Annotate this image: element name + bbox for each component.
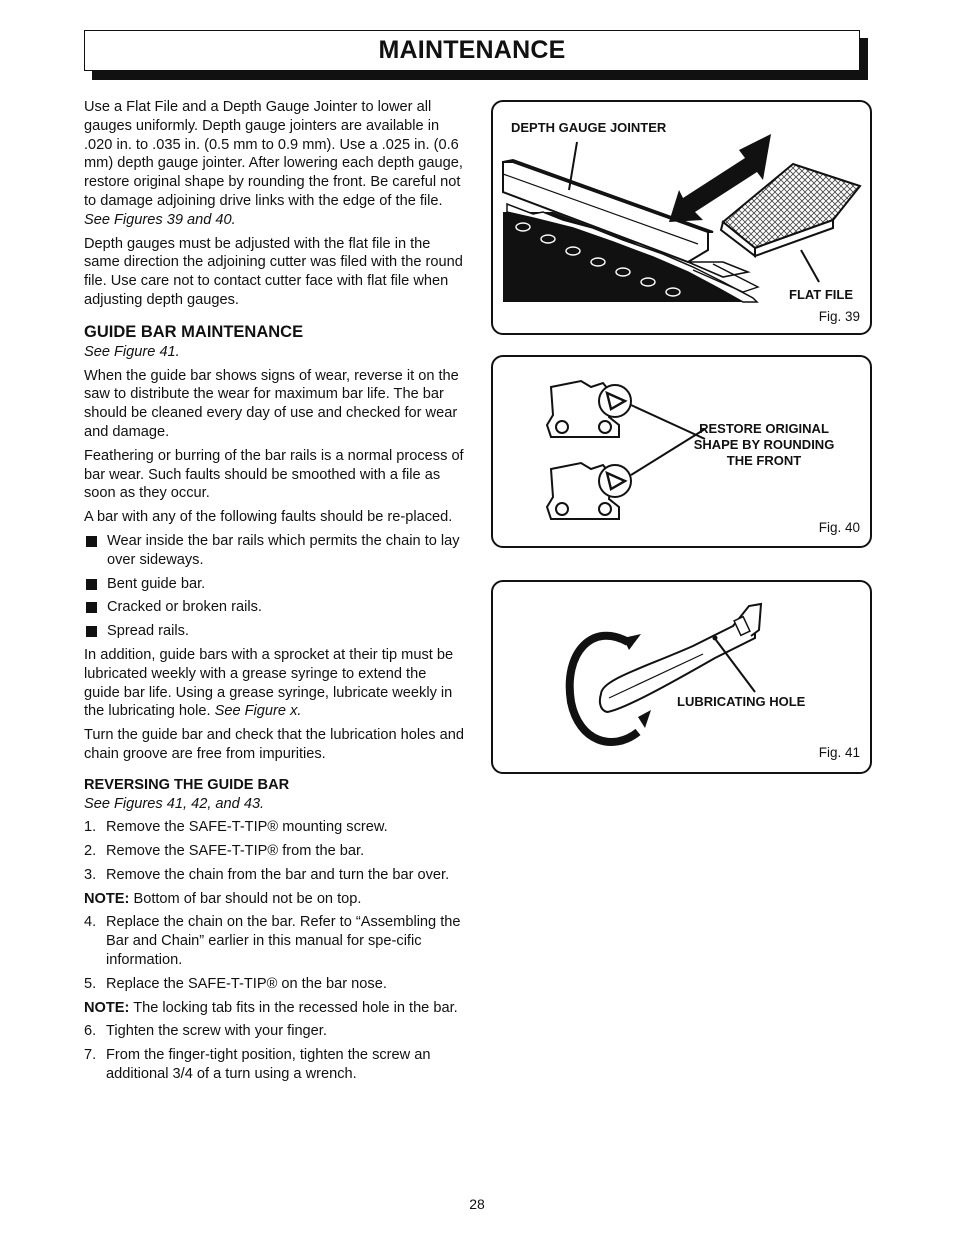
step-text: Remove the SAFE-T-TIP® mounting screw. [106,819,388,836]
bullet-square-icon [86,579,97,590]
reversing-heading: REVERSING THE GUIDE BAR [84,776,290,793]
step-item [84,1046,464,1084]
page-title: MAINTENANCE [378,36,566,64]
step-text: Remove the chain from the bar and turn the bar over. [106,866,450,883]
intro-paragraph-1 [84,98,464,230]
figure-40 [491,355,872,548]
title-banner [84,30,860,71]
step-number: 5. [84,975,97,992]
callout-line-1: RESTORE ORIGINAL [699,421,829,436]
fault-text: Cracked or broken rails. [107,599,262,616]
reversing-figure-ref: See Figures 41, 42, and 43. [84,795,265,812]
restore-shape-callout [689,421,839,469]
figure-39 [491,100,872,335]
step-text: Remove the SAFE-T-TIP® from the bar. [106,843,365,860]
step-number: 3. [84,866,97,883]
callout-line-3: THE FRONT [726,453,802,468]
fault-item [84,532,464,570]
flat-file-callout: FLAT FILE [789,287,854,302]
fault-item [84,575,464,594]
guide-paragraph-5: Turn the guide bar and check that the lubrication holes and chain groove are free from impurities. [84,727,464,762]
step-text: Tighten the screw with your finger. [106,1023,327,1040]
step-item [84,913,464,969]
step-item [84,975,464,994]
guide-p4-figure-ref: See Figure x. [214,703,302,720]
guide-figure-ref: See Figure 41. [84,343,180,360]
note-step-5 [84,999,464,1018]
step-text: From the finger-tight position, tighten the screw an additional 3/4 of a turn using a wrench. [106,1047,431,1083]
guide-paragraph-4 [84,646,464,721]
figure-40-label: Fig. 40 [818,520,860,535]
step-item [84,866,464,885]
depth-gauge-jointer-callout: DEPTH GAUGE JOINTER [511,120,667,135]
note-text: Bottom of bar should not be on top. [133,890,362,907]
step-number: 2. [84,843,97,860]
note-label: NOTE: [84,999,130,1016]
bullet-square-icon [86,602,97,613]
note-step-3 [84,890,464,909]
step-number: 1. [84,819,97,836]
step-item [84,1022,464,1041]
guide-paragraph-1: When the guide bar shows signs of wear, reverse it on the saw to distribute the wear for maximum bar life. The bar should be cleaned every day of use and checked for wear and damage. [84,367,459,440]
fault-text: Bent guide bar. [107,575,206,592]
lubricating-hole-callout: LUBRICATING HOLE [677,694,806,709]
step-number: 4. [84,914,97,931]
callout-line-2: SHAPE BY ROUNDING [693,437,835,452]
fault-item [84,622,464,641]
guide-paragraph-2: Feathering or burring of the bar rails is a normal process of bar wear. Such faults should be smoothed with a file as soon as they occur. [84,447,464,502]
note-label: NOTE: [84,890,130,907]
step-text: Replace the chain on the bar. Refer to “Assembling the Bar and Chain” earlier in this manual for spe-cific information. [106,914,461,969]
guide-bar-heading: GUIDE BAR MAINTENANCE [84,322,304,341]
bullet-square-icon [86,536,97,547]
fault-text: Wear inside the bar rails which permits the chain to lay over sideways. [107,532,460,568]
figure-41 [491,580,872,774]
page-number: 28 [469,1196,485,1212]
intro-paragraph-2: Depth gauges must be adjusted with the flat file in the same direction the adjoining cutter was filed with the round file. Use care not to contact cutter face with flat file when adjusting depth gauges. [84,235,463,308]
intro-text-1: Use a Flat File and a Depth Gauge Jointer to lower all gauges uniformly. Depth gauge jointers are available in .020 in. to .035 in. (0.5 mm to 0.9 mm). Use a .025 in. (0.6 mm) depth gauge jointer. After lowering each depth gauge, restore original shape by rounding the front. Be careful not to damage adjoining drive links with the edge of the file. [84,99,463,209]
figure-39-label: Fig. 39 [818,309,860,324]
step-number: 6. [84,1023,97,1040]
intro-figure-ref: See Figures 39 and 40. [84,211,236,228]
step-item [84,818,464,837]
step-number: 7. [84,1047,97,1064]
bullet-square-icon [86,626,97,637]
note-text: The locking tab fits in the recessed hole in the bar. [133,999,458,1016]
figure-41-label: Fig. 41 [818,745,860,760]
fault-text: Spread rails. [107,623,189,640]
guide-text-4: In addition, guide bars with a sprocket at their tip must be lubricated weekly with a grease syringe to extend the guide bar life. Using a grease syringe, lubricate weekly in the lubricating hole. [84,646,454,720]
step-item [84,842,464,861]
step-text: Replace the SAFE-T-TIP® on the bar nose. [106,975,387,992]
fault-item [84,598,464,617]
guide-paragraph-3: A bar with any of the following faults should be re-placed. [84,509,453,526]
left-column [84,98,464,1089]
guide-bar-illustration [493,582,870,772]
